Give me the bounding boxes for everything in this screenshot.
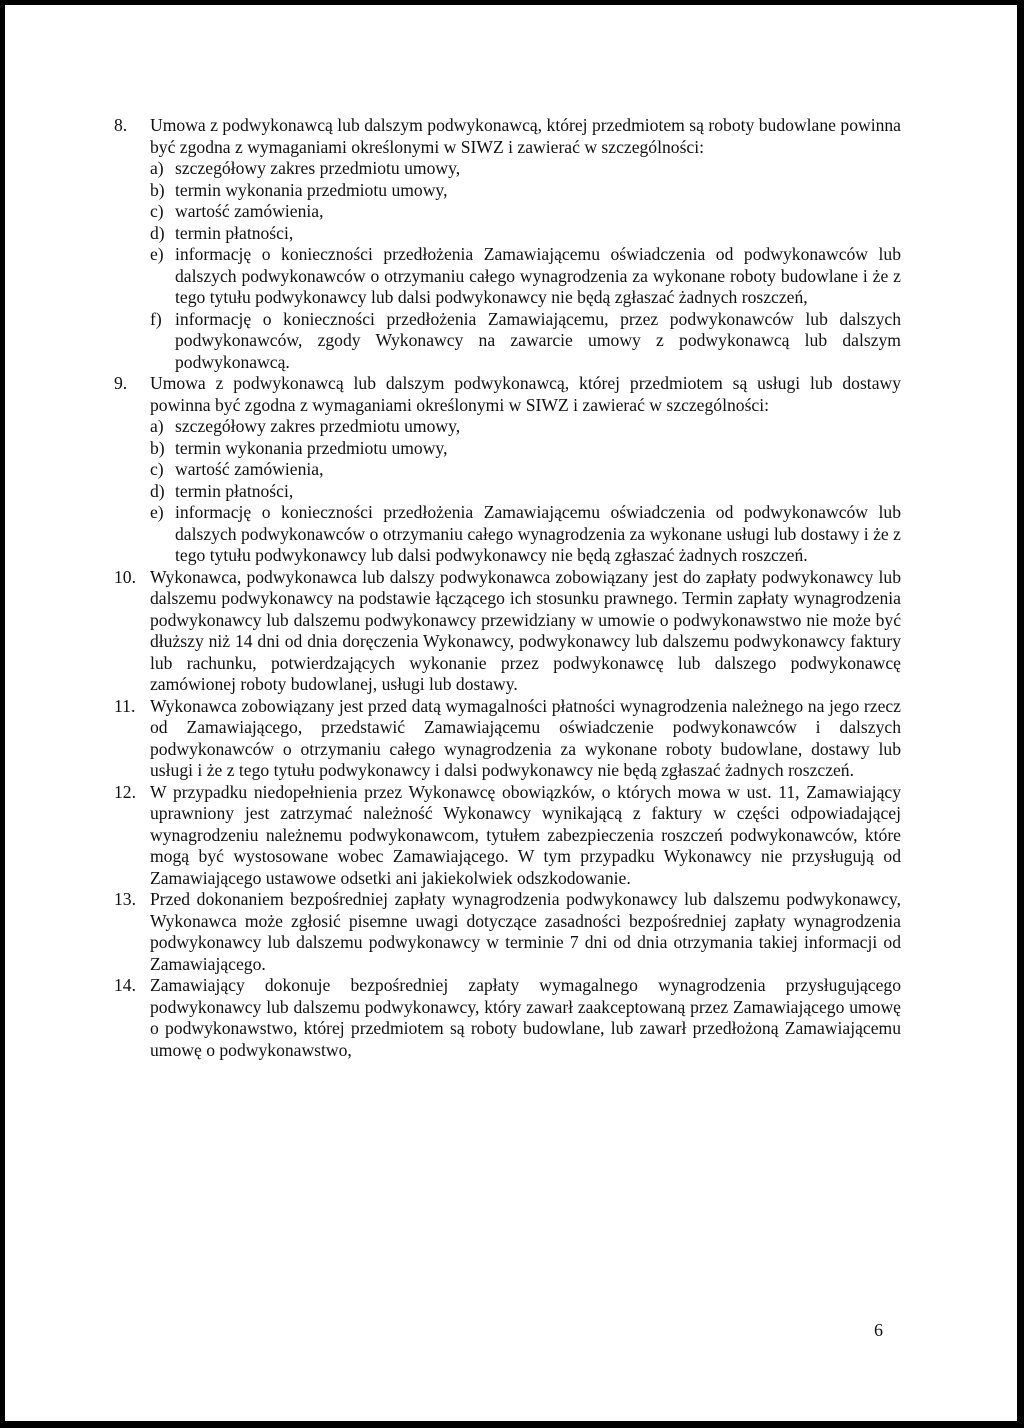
item-label: e) (150, 244, 164, 264)
section-8 (114, 115, 901, 373)
item-label: d) (150, 222, 165, 243)
list-item (150, 481, 901, 503)
item-text: szczegółowy zakres przedmiotu umowy, (175, 158, 461, 178)
item-label: b) (150, 179, 165, 200)
section-number: 9. (114, 373, 128, 393)
list-item (150, 502, 901, 567)
item-label: a) (150, 416, 164, 436)
item-text: termin płatności, (175, 480, 294, 501)
section-11 (114, 696, 901, 782)
document-body (114, 115, 901, 1061)
section-number: 8. (114, 115, 128, 135)
item-text: informację o konieczności przedłożenia Zamawiającemu oświadczenia od podwykonawców lub dalszych podwykonawców o otrzymaniu całego wynagrodzenia za wykonane usługi lub dostawy i że z tego tytułu podwykonawcy lub dalsi podwykonawcy nie będą zgłaszać żadnych roszczeń. (175, 502, 901, 565)
section-number: 14. (114, 975, 136, 995)
section-text: W przypadku niedopełnienia przez Wykonawcę obowiązków, o których mowa w ust. 11, Zamawiający uprawniony jest zatrzymać należność Wykonawcy wynikającą z faktury w części odpowiadającej wynagrodzeniu należnemu podwykonawcom, tytułem zabezpieczenia roszczeń podwykonawców, które mogą być wystosowane wobec Zamawiającego. W tym przypadku Wykonawcy nie przysługują od Zamawiającego ustawowe odsetki ani jakiekolwiek odszkodowanie. (150, 781, 901, 888)
list-item (150, 180, 901, 202)
list-item (150, 309, 901, 374)
item-text: termin płatności, (175, 222, 294, 243)
item-list (150, 416, 901, 567)
list-item (150, 244, 901, 309)
item-text: wartość zamówienia, (175, 459, 324, 479)
item-text: wartość zamówienia, (175, 201, 324, 221)
item-text: informację o konieczności przedłożenia Zamawiającemu oświadczenia od podwykonawców lub dalszych podwykonawców o otrzymaniu całego wynagrodzenia za wykonane roboty budowlane i że z tego tytułu podwykonawcy lub dalsi podwykonawcy nie będą zgłaszać żadnych roszczeń, (175, 244, 901, 307)
item-label: f) (150, 308, 162, 329)
section-text: Wykonawca zobowiązany jest przed datą wymagalności płatności wynagrodzenia należnego na jego rzecz od Zamawiającego, przedstawić Zamawiającemu oświadczenie podwykonawców i dalszych podwykonawców o otrzymaniu całego wynagrodzenia za wykonane roboty budowlane, dostawy lub usługi i że z tego tytułu podwykonawcy i dalsi podwykonawcy nie będą zgłaszać żadnych roszczeń. (150, 695, 901, 780)
item-text: termin wykonania przedmiotu umowy, (175, 437, 448, 458)
item-label: e) (150, 502, 164, 522)
item-list (150, 158, 901, 373)
section-12 (114, 782, 901, 890)
document-page (5, 5, 1017, 1421)
section-text: Zamawiający dokonuje bezpośredniej zapłaty wymagalnego wynagrodzenia przysługującego podwykonawcy lub dalszemu podwykonawcy, który zawarł zaakceptowaną przez Zamawiającego umowę o podwykonawstwo, której przedmiotem są roboty budowlane, lub zawarł przedłożoną Zamawiającemu umowę o podwykonawstwo, (150, 975, 901, 1060)
page-number: 6 (874, 1320, 883, 1340)
section-number: 12. (114, 781, 136, 802)
item-label: c) (150, 201, 164, 221)
list-item (150, 201, 901, 223)
list-item (150, 416, 901, 438)
item-text: szczegółowy zakres przedmiotu umowy, (175, 416, 461, 436)
list-item (150, 459, 901, 481)
section-text: Wykonawca, podwykonawca lub dalszy podwykonawca zobowiązany jest do zapłaty podwykonawcy lub dalszemu podwykonawcy na podstawie łączącego ich stosunku prawnego. Termin zapłaty wynagrodzenia podwykonawcy lub dalszemu podwykonawcy przewidziany w umowie o podwykonawstwo nie może być dłuższy niż 14 dni od dnia doręczenia Wykonawcy, podwykonawcy lub dalszemu podwykonawcy faktury lub rachunku, potwierdzających wykonanie przez podwykonawcę lub dalszego podwykonawcę zamówionej roboty budowlanej, usługi lub dostawy. (150, 566, 901, 694)
section-number: 11. (114, 695, 136, 716)
section-9 (114, 373, 901, 567)
list-item (150, 158, 901, 180)
item-label: d) (150, 480, 165, 501)
item-label: c) (150, 459, 164, 479)
section-text: Przed dokonaniem bezpośredniej zapłaty wynagrodzenia podwykonawcy lub dalszemu podwykonawcy, Wykonawca może zgłosić pisemne uwagi dotyczące zasadności bezpośredniej zapłaty wynagrodzenia podwykonawcy lub dalszemu podwykonawcy w terminie 7 dni od dnia otrzymania takiej informacji od Zamawiającego. (150, 889, 901, 974)
section-13 (114, 889, 901, 975)
item-label: b) (150, 437, 165, 458)
item-text: termin wykonania przedmiotu umowy, (175, 179, 448, 200)
section-text: Umowa z podwykonawcą lub dalszym podwykonawcą, której przedmiotem są usługi lub dostawy powinna być zgodna z wymaganiami określonymi w SIWZ i zawierać w szczególności: (150, 373, 901, 415)
list-item (150, 223, 901, 245)
item-label: a) (150, 158, 164, 178)
section-number: 13. (114, 889, 136, 909)
section-14 (114, 975, 901, 1061)
section-10 (114, 567, 901, 696)
section-text: Umowa z podwykonawcą lub dalszym podwykonawcą, której przedmiotem są roboty budowlane powinna być zgodna z wymaganiami określonymi w SIWZ i zawierać w szczególności: (150, 115, 901, 157)
list-item (150, 438, 901, 460)
item-text: informację o konieczności przedłożenia Zamawiającemu, przez podwykonawców lub dalszych podwykonawców, zgody Wykonawcy na zawarcie umowy z podwykonawcą lub dalszym podwykonawcą. (175, 308, 901, 372)
section-number: 10. (114, 566, 136, 587)
